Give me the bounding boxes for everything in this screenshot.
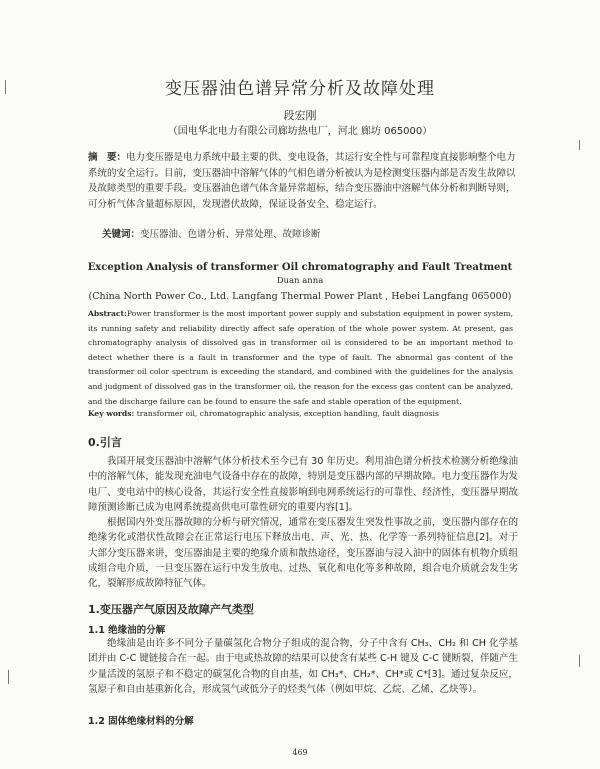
abstract-en bbox=[88, 307, 513, 409]
keywords-cn bbox=[102, 226, 522, 240]
scan-margin-mark bbox=[579, 655, 580, 667]
scan-margin-mark bbox=[579, 140, 580, 150]
subsection-heading-solid-insulation: 1.2 固体绝缘材料的分解 bbox=[88, 716, 194, 727]
keywords-en-label: Key words: bbox=[88, 409, 135, 418]
intro-paragraph-2: 根据国内外变压器故障的分析与研究情况，通常在变压器发生突发性事故之前，变压器内部存在的绝缘劣化或潜伏性故障会在正常运行电压下释放出电、声、光、热、化学等一系列特征信息[2]。对于大部分变压器来讲，变压器油是主要的绝缘介质和散热途径，变压器油与浸入油中的固体有机物介质组成组合电介质，一旦变压器在运行中发生放电、过热、氧化和电化等多种故障，组合电介质就会发生劣化，裂解形成故障特征气体。 bbox=[88, 517, 518, 590]
abstract-cn-text: 电力变压器是电力系统中最主要的供、变电设备，其运行安全性与可靠程度直接影响整个电力系统的安全运行。目前，变压器油中溶解气体的气相色谱分析被认为是检测变压器内部是否发生故障以及故障类型的重要手段。变压器油色谱气体含量异常超标，结合变压器油中溶解气体分析和判断导则，可分析气体含量超标原因，发现潜伏故障，保证设备安全、稳定运行。 bbox=[88, 152, 516, 210]
paper-title-cn: 变压器油色谱异常分析及故障处理 bbox=[165, 79, 435, 99]
keywords-en-text: transformer oil, chromatographic analysis, exception handling, fault diagnosis bbox=[134, 409, 439, 418]
keywords-en bbox=[88, 409, 513, 418]
intro-paragraph-1: 我国开展变压器油中溶解气体分析技术至今已有 30 年历史。利用油色谱分析技术检测分析绝缘油中的溶解气体，能发现充油电气设备中存在的故障，特别是变压器内部的早期故障。电力变压器作为发电厂、变电站中的核心设备，其运行安全性直接影响到电网系统运行的可靠性、经济性，变压器早期故障预测诊断已成为电网系统提高供电可靠性研究的重要内容[1]。 bbox=[88, 456, 518, 513]
section-heading-introduction: 0.引言 bbox=[88, 436, 122, 449]
subsection-heading-oil-decomposition: 1.1 绝缘油的分解 bbox=[88, 625, 166, 636]
abstract-cn-label: 摘 要： bbox=[88, 152, 127, 163]
author-cn: 段宏刚 bbox=[283, 109, 317, 122]
abstract-cn bbox=[88, 150, 518, 212]
scan-margin-mark bbox=[8, 670, 9, 684]
author-en: Duan anna bbox=[276, 276, 324, 286]
keywords-cn-text: 变压器油、色谱分析、异常处理、故障诊断 bbox=[140, 229, 321, 240]
abstract-en-text: Power transformer is the most important power supply and substation equipment in power system, its running safety and reliability directly affect safe operation of the whole power system. At present, gas chromatography analysis of dissolved gas in transformer oil is considered to be an important method to detect whether there is a fault in transformer and the type of fault. The abnormal gas content of the transformer oil color spectrum is exceeding the standard, and combined with the guidelines for the analysis and judgment of dissolved gas in the transformer oil, the reason for the excess gas content can be analyzed, and the discharge failure can be found to ensure the safe and stable operation of the equipment. bbox=[88, 309, 513, 406]
abstract-en-label: Abstract: bbox=[88, 309, 127, 318]
page-number: 469 bbox=[292, 748, 308, 757]
affiliation-cn: （国电华北电力有限公司廊坊热电厂，河北 廊坊 065000） bbox=[167, 126, 433, 137]
oil-decomposition-paragraph: 绝缘油是由许多不同分子量碳氢化合物分子组成的混合物，分子中含有 CH₃、CH₂ 和 CH 化学基团并由 C-C 键链接合在一起。由于电或热故障的结果可以使含有某些 C-H 键及 C-C 键断裂，伴随产生少量活泼的氢原子和不稳定的碳氢化合物的自由基，如 CH₃*、CH₂*、CH*或 C*[3]。通过复杂反应，氢原子和自由基重新化合，形成氢气或低分子的烃类气体（例如甲烷、乙烷、乙烯、乙炔等）。 bbox=[88, 638, 518, 695]
affiliation-en: (China North Power Co., Ltd. Langfang Thermal Power Plant , Hebei Langfang 065000) bbox=[88, 291, 512, 302]
keywords-cn-label: 关键词： bbox=[102, 229, 141, 240]
paper-title-en: Exception Analysis of transformer Oil chromatography and Fault Treatment bbox=[87, 262, 513, 273]
section-heading-gas-causes: 1.变压器产气原因及故障产气类型 bbox=[88, 603, 254, 616]
